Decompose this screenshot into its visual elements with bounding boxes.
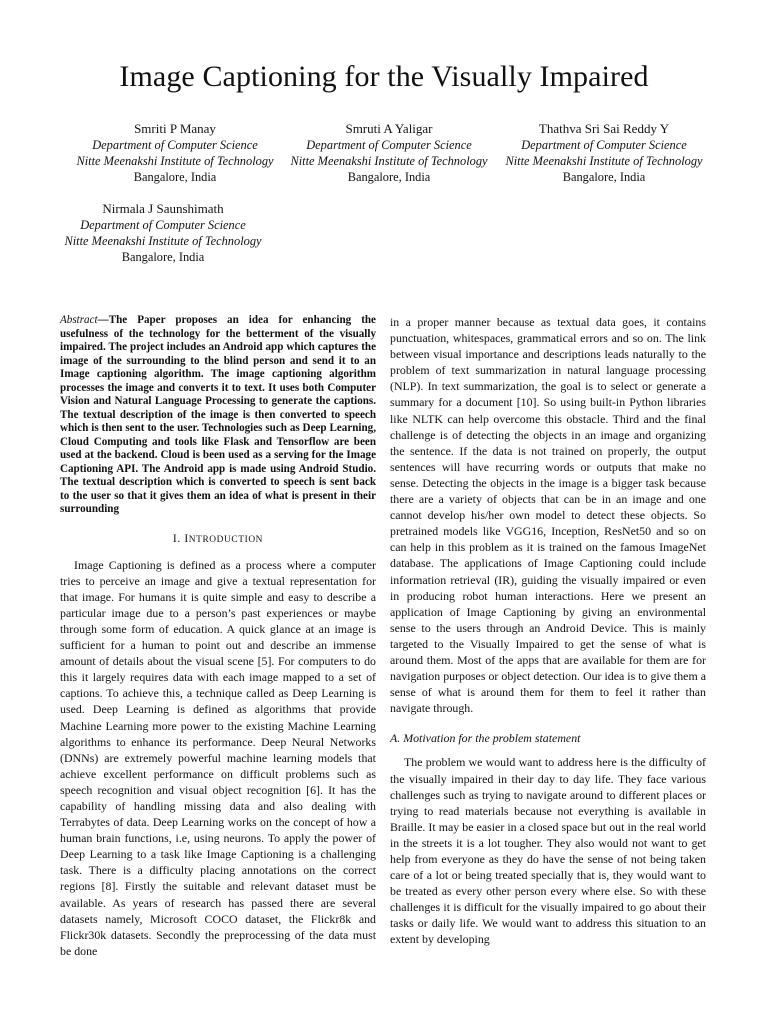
- intro-paragraph: Image Captioning is defined as a process where a computer tries to perceive an image and give a textual representation for that image. For humans it is quite simple and easy to describe a particular image due to a person’s past experiences or maybe through some form of education. A quick glance at an image is sufficient for a human to point out and describe an immense amount of details about the visual scene [5]. For computers to do this it largely requires data with each image mapped to a set of captions. To achieve this, a technique called as Deep Learning is used. Deep Learning is defined as algorithms that provide Machine Learning more power to the existing Machine Learning algorithms to enhance its performance. Deep Neural Networks (DNNs) are extremely powerful machine learning models that achieve excellent performance on difficult problems such as speech recognition and visual object recognition [6]. It has the capability of handling missing data and also dealing with Terrabytes of data. Deep Learning works on the concept of how a human brain functions, i.e, using neurons. To apply the power of Deep Learning to a task like Image Captioning is a challenging task. There is a difficulty placing annotations on the correct regions [8]. Firstly the suitable and relevant dataset must be available. As years of research has passed there are several datasets namely, Microsoft COCO dataset, the Flickr8k and Flickr30k datasets. Secondly the preprocessing of the data must be done: [60, 557, 376, 958]
- paper-title: Image Captioning for the Visually Impaired: [119, 60, 649, 93]
- section-number: I.: [172, 532, 185, 545]
- intro-continued-paragraph: in a proper manner because as textual data goes, it contains punctuation, whitespaces, grammatical errors and so on. The link between visual importance and descriptions leads naturally to the problem of text summarization in natural language processing (NLP). In text summarization, the goal is to select or generate a summary for a document [10]. So using built-in Python libraries like NLTK can help overcome this obstacle. Third and the final challenge is of detecting the objects in an image and organizing the sentence. If the data is not trained on properly, the output sentences will have recurring words or outputs that make no sense. Detecting the objects in the image is a bigger task because there are a variety of objects that can be in an image and one cannot develop his/her own model to detect these objects. So pretrained models like VGG16, Inception, ResNet50 and so on can help in this problem as it is trained on the famous ImageNet database. The applications of Image Captioning could include information retrieval (IR), guiding the visually impaired or even in producing robot human interactions. Here we present an application of Image Captioning by giving an environmental sense to the users through an Android Device. This is mainly targeted to the Visually Impaired to get the sense of what is around them. Most of the apps that are available for them are for navigation purposes or object detection. Our idea is to give them a sense of what is around them for them to feel it rather than navigate through.: [390, 315, 706, 716]
- section-title-initial: I: [184, 532, 189, 545]
- section-title-rest: NTRODUCTION: [188, 534, 264, 545]
- subsection-heading-motivation: A. Motivation for the problem statement: [390, 731, 581, 746]
- author-institution: Nitte Meenakshi Institute of Technology: [290, 154, 488, 168]
- author-institution: Nitte Meenakshi Institute of Technology: [76, 154, 274, 168]
- author-institution: Nitte Meenakshi Institute of Technology: [505, 154, 703, 168]
- author-institution: Nitte Meenakshi Institute of Technology: [64, 234, 262, 248]
- author-block-1: [70, 120, 280, 185]
- abstract-text: —The Paper proposes an idea for enhancing the usefulness of the technology for the betterment of the visually impaired. The project includes an Android app which captures the image of the surrounding to the blind person and send it to an Image captioning algorithm. The image captioning algorithm processes the image and converts it to text. It uses both Computer Vision and Natural Language Processing to generate the captions. The textual description of the image is then converted to speech which is then sent to the user. Technologies such as Deep Learning, Cloud Computing and tools like Flask and Tensorflow are been used at the backend. Cloud is been used as a serving for the Image Captioning API. The Android app is made using Android Studio. The textual description which is converted to speech is sent back to the user so that it gives them an idea of what is present in their surrounding: [60, 314, 376, 515]
- left-column: [60, 314, 376, 959]
- author-name: Smruti A Yaligar: [345, 121, 433, 136]
- author-department: Department of Computer Science: [521, 138, 687, 152]
- author-location: Bangalore, India: [121, 250, 205, 264]
- abstract: [60, 314, 376, 517]
- author-name: Thathva Sri Sai Reddy Y: [538, 121, 670, 136]
- author-name: Smriti P Manay: [134, 121, 216, 136]
- author-name: Nirmala J Saunshimath: [102, 201, 224, 216]
- author-location: Bangalore, India: [562, 170, 646, 184]
- author-location: Bangalore, India: [347, 170, 431, 184]
- author-department: Department of Computer Science: [92, 138, 258, 152]
- author-department: Department of Computer Science: [306, 138, 472, 152]
- section-heading-introduction: [60, 531, 376, 548]
- author-location: Bangalore, India: [133, 170, 217, 184]
- author-block-2: [284, 120, 494, 185]
- author-block-4: [58, 200, 268, 265]
- author-department: Department of Computer Science: [80, 218, 246, 232]
- author-block-3: [499, 120, 709, 185]
- motivation-paragraph: The problem we would want to address here is the difficulty of the visually impaired in their day to day life. They face various challenges such as trying to navigate around to different places or trying to read materials because not everything is available in Braille. It may be easier in a closed space but out in the real world in the streets it is a lot tougher. They also would not want to get help from everyone as they do have the sense of not being taken care of a lot or being treated specially that is, they would want to be treated as every other person every where else. So with these challenges it is difficult for the visually impaired to go about their tasks or daily life. We would want to address this situation to an extent by developing: [390, 755, 706, 947]
- abstract-label: Abstract: [60, 314, 98, 326]
- right-column: [390, 314, 706, 948]
